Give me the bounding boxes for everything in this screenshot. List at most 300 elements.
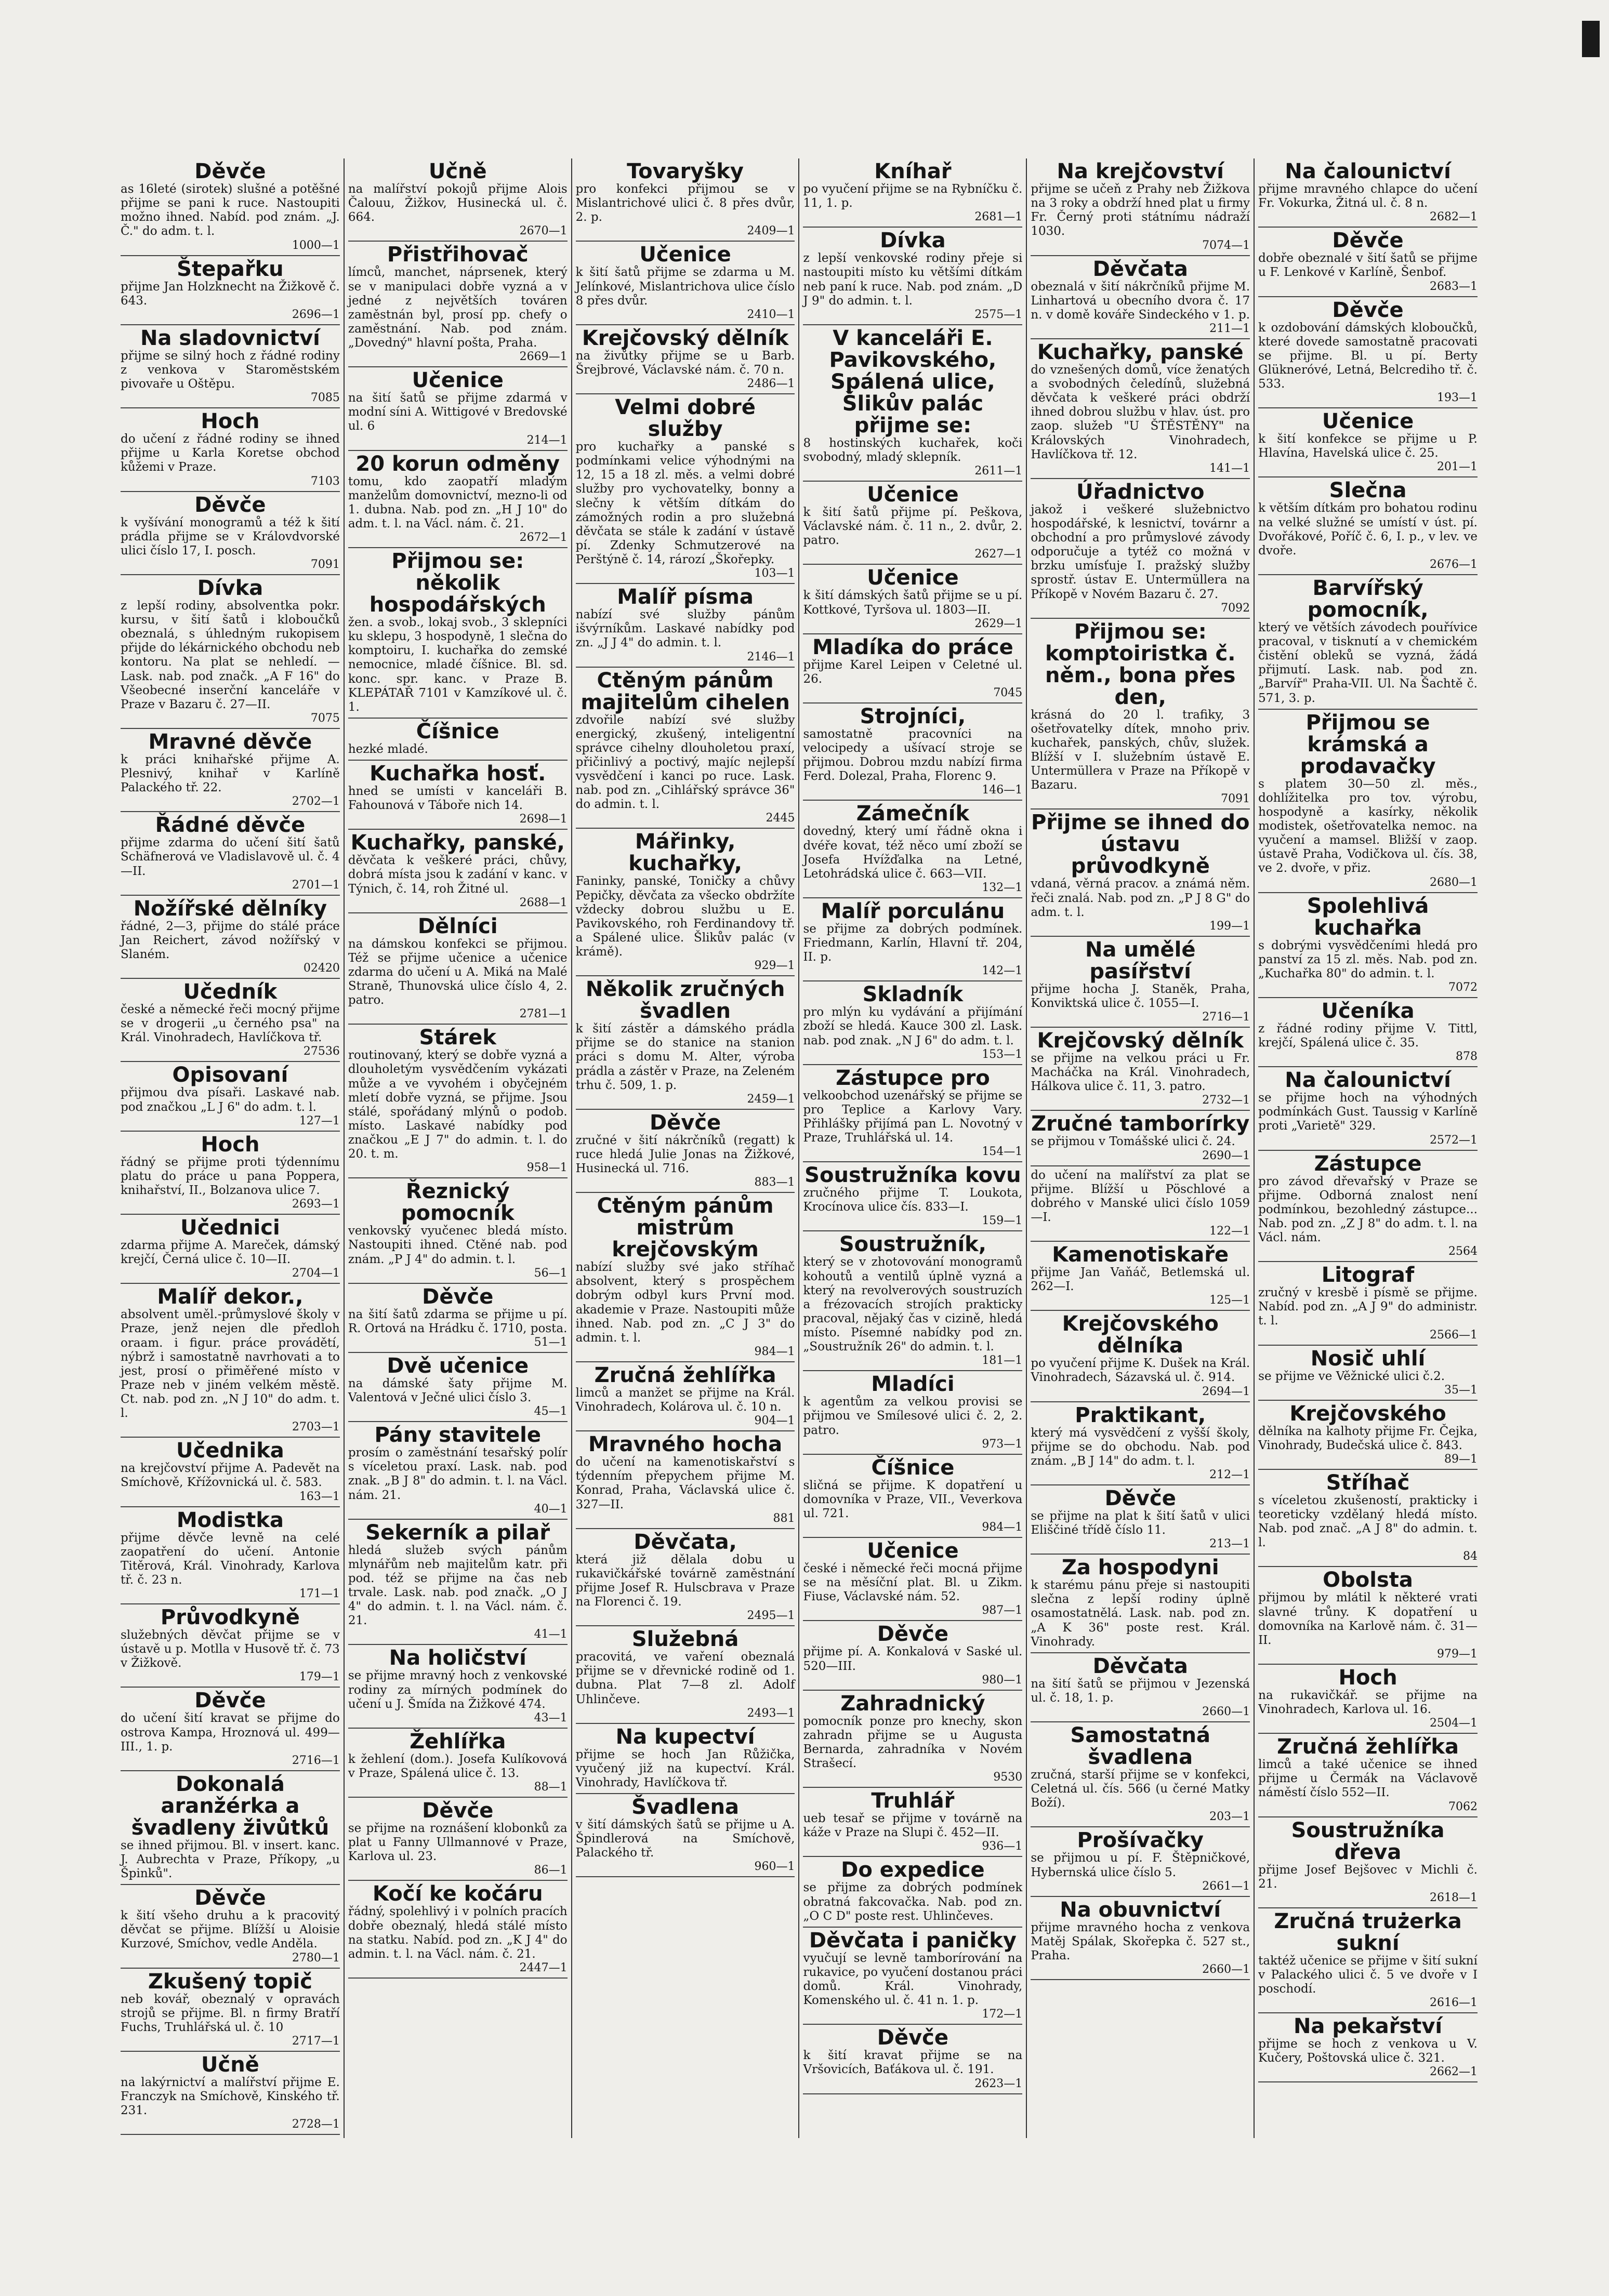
ad-heading: Švadlena bbox=[631, 1795, 739, 1819]
ad-heading: Hoch bbox=[1338, 1665, 1397, 1690]
ad-heading: Dívka bbox=[197, 576, 263, 600]
ad-code: 214—1 bbox=[526, 433, 568, 447]
ad-heading: Děvčata bbox=[1092, 257, 1188, 281]
ad-text: na dámské šaty přijme M. Valentová v Ječné ulici číslo 3. bbox=[348, 1376, 568, 1404]
ad-heading: Mravného hocha bbox=[588, 1432, 783, 1457]
ad-code: 27536 bbox=[303, 1045, 340, 1058]
ad-heading: Učenice bbox=[639, 243, 731, 267]
classified-ad bbox=[348, 1881, 568, 1979]
classified-ad bbox=[348, 367, 568, 450]
ad-code: 122—1 bbox=[1209, 1225, 1250, 1238]
ad-code: 2410—1 bbox=[747, 308, 795, 321]
ad-text: obeznalá v šití nákrčníků přijme M. Linhartová u obecního dvora č. 17 n. v domě kováře Sindeckého v 1. p. bbox=[1031, 280, 1250, 322]
classified-ad bbox=[803, 325, 1022, 482]
ad-code: 2703—1 bbox=[292, 1421, 340, 1434]
ad-code: 153—1 bbox=[982, 1047, 1023, 1061]
classified-ad bbox=[1031, 1653, 1250, 1722]
ad-text: přijme pí. A. Konkalová v Saské ul. 520—III. bbox=[803, 1645, 1023, 1673]
classified-columns bbox=[117, 158, 1481, 2138]
ad-text: přijme se silný hoch z řádné rodiny z venkova v Staroměstském pivovaře u Oštěpu. bbox=[121, 349, 340, 391]
classified-ad bbox=[348, 1520, 568, 1645]
ad-code: 56—1 bbox=[534, 1266, 568, 1280]
ad-heading: Barvířský pomocník, bbox=[1307, 576, 1429, 622]
ad-heading: Na kupectví bbox=[615, 1724, 755, 1749]
ad-code: 132—1 bbox=[982, 881, 1023, 894]
ad-text: do učení šití kravat se přijme do ostrova Kampa, Hroznová ul. 499—III., 1. p. bbox=[121, 1711, 340, 1754]
ad-heading: Krejčovského bbox=[1289, 1401, 1446, 1426]
ad-code: 7075 bbox=[310, 711, 340, 725]
ad-code: 2693—1 bbox=[292, 1198, 340, 1211]
ad-code: 2676—1 bbox=[1429, 558, 1478, 571]
classified-ad bbox=[576, 1794, 795, 1877]
classified-ad bbox=[1258, 1908, 1478, 2013]
ad-code: 7091 bbox=[310, 558, 340, 571]
classified-ad bbox=[1258, 575, 1478, 710]
classified-ad bbox=[1031, 619, 1250, 810]
ad-text: k vyšívání monogramů a též k šití prádla přijme se v Královdvorské ulici číslo 17, I. posch. bbox=[121, 515, 340, 558]
ad-code: 159—1 bbox=[982, 1214, 1023, 1228]
ad-text: přijmou by mlátil k některé vrati slavné trůny. K dopatření u domovníka na Karlově nám. č. 31—II. bbox=[1258, 1591, 1478, 1647]
classified-ad bbox=[803, 228, 1022, 325]
classified-ad bbox=[1258, 893, 1478, 998]
column-6 bbox=[1255, 158, 1481, 2138]
ad-text: k šití šatů přijme pí. Peškova, Václavské nám. č. 11 n., 2. dvůr, 2. patro. bbox=[803, 506, 1023, 548]
ad-text: se přijmou u pí. F. Štěpničkové, Hybernská ulice číslo 5. bbox=[1031, 1851, 1250, 1879]
ad-text: řádné, 2—3, přijme do stálé práce Jan Reichert, závod nožířský v Slaném. bbox=[121, 919, 340, 961]
ad-heading: Kuchařky, panské bbox=[1037, 340, 1244, 364]
ad-text: zručný v kresbě i písmě se přijme. Nabíd. pod zn. „A J 9" do administr. t. l. bbox=[1258, 1286, 1478, 1328]
ad-heading: Zástupce pro bbox=[836, 1066, 990, 1090]
ad-code: 2495—1 bbox=[747, 1609, 795, 1623]
ad-heading: Zástupce bbox=[1314, 1151, 1422, 1176]
ad-heading: Děvče bbox=[194, 1886, 266, 1910]
ad-heading: Na umělé pasířství bbox=[1085, 937, 1196, 984]
ad-code: 936—1 bbox=[982, 1840, 1023, 1853]
ad-text: nabízí své služby pánům išvýrníkům. Laskavé nabídky pod zn. „J J 4" do admin. t. l. bbox=[575, 608, 795, 650]
classified-ad bbox=[348, 719, 568, 761]
ad-heading: Dělníci bbox=[417, 914, 498, 938]
ad-text: po vyučení přijme se na Rybníčku č. 11, 1. p. bbox=[803, 182, 1023, 210]
ad-code: 211—1 bbox=[1209, 322, 1250, 335]
classified-ad bbox=[348, 1729, 568, 1798]
ad-text: Faninky, panské, Toničky a chůvy Pepičky, děvčata za všecko obdržíte vždecky dobrou službu u E. Pavikovského, roh Ferdinandovy tř. a Spálené ulice. Šlikův palác (v krámě). bbox=[575, 874, 795, 959]
ad-text: limců a také učenice se ihned přijme u Čermák na Václavově náměstí číslo 552—II. bbox=[1258, 1758, 1478, 1800]
ad-code: 2504—1 bbox=[1429, 1717, 1478, 1730]
ad-text: přijme mravného hocha z venkova Matěj Spálak, Skořepka č. 527 st., Praha. bbox=[1031, 1920, 1250, 1962]
ad-text: 8 hostinských kuchařek, koči svobodný, mladý sklepník. bbox=[803, 436, 1023, 464]
ad-text: jakož i veškeré služebnictvo hospodářské, k lesnictví, továrnr a obchodní a pro průmyslové závody odporučuje a tytéž co možná v brzku umísťuje I. pražský služby sprostř. ústav E. Untermüllera na Příkopě v Novém Bazaru č. 27. bbox=[1031, 502, 1250, 601]
ad-code: 2688—1 bbox=[519, 896, 568, 909]
ad-text: se přijme ve Věžnické ulici č.2. bbox=[1258, 1369, 1445, 1383]
ad-text: přijme Karel Leipen v Celetné ul. 26. bbox=[803, 658, 1023, 686]
ad-code: 2486—1 bbox=[747, 377, 795, 390]
ad-heading: Spolehlivá kuchařka bbox=[1307, 894, 1429, 940]
ad-code: 7085 bbox=[310, 391, 340, 405]
ad-text: na krejčovství přijme A. Padevět na Smíchově, Křížovnická ul. č. 583. bbox=[121, 1462, 340, 1490]
ad-heading: Řádné děvče bbox=[155, 813, 306, 838]
ad-code: 2716—1 bbox=[292, 1754, 340, 1767]
ad-text: přijme Josef Bejšovec v Michli č. 21. bbox=[1258, 1863, 1478, 1891]
ad-heading: Malíř písma bbox=[617, 585, 754, 609]
ad-text: z lepší rodiny, absolventka pokr. kursu, v šití šatů i kloboučků obeznalá, s úhledným rukopisem přijde do lékárnického obchodu neb kontoru. Na plat se nehledí. — Lask. nab. pod značk. „A F 16" do Všeobecné inserční kanceláře v Praze v Bazaru č. 27—II. bbox=[121, 599, 340, 711]
ad-heading: Ctěným pánům mistrům krejčovským bbox=[597, 1194, 774, 1262]
ad-text: se přijme za dobrých podmínek obratná fakcovačka. Nab. pod zn. „O C D" poste rest. Uhlinčeves. bbox=[803, 1881, 1023, 1923]
ad-text: pro mlýn ku vydávání a přijímání zboží se hledá. Kauce 300 zl. Lask. nab. pod znak. „N J 6" do adm. t. l. bbox=[803, 1005, 1023, 1047]
ad-text: přijme Jan Holzknecht na Žižkově č. 643. bbox=[121, 280, 340, 308]
ad-text: k šití šatů přijme se zdarma u M. Jelínkové, Mislantrichova ulice číslo 8 přes dvůr. bbox=[575, 266, 795, 308]
ad-text: na šití šatů se přijmou v Jezenská ul. č. 18, 1. p. bbox=[1031, 1677, 1250, 1705]
ad-heading: Soustružníka kovu bbox=[804, 1163, 1021, 1188]
classified-ad bbox=[803, 1538, 1022, 1621]
ad-heading: Hoch bbox=[201, 1132, 260, 1157]
ad-heading: Zručná žehlířka bbox=[594, 1363, 776, 1387]
ad-text: k žehlení (dom.). Josefa Kulíkovová v Praze, Spálená ulice č. 13. bbox=[348, 1752, 568, 1780]
ad-heading: Soustružníka dřeva bbox=[1291, 1818, 1445, 1864]
classified-ad bbox=[803, 1065, 1022, 1163]
ad-text: na šití šatů se přijme zdarmá v modní síni A. Wittigové v Bredovské ul. 6 bbox=[348, 391, 568, 433]
ad-code: 2701—1 bbox=[292, 878, 340, 892]
classified-ad bbox=[121, 408, 340, 492]
classified-ad bbox=[576, 1362, 795, 1431]
classified-ad bbox=[348, 242, 568, 367]
column-2 bbox=[345, 158, 572, 2138]
ad-heading: Stříhač bbox=[1326, 1470, 1410, 1495]
ad-heading: Stárek bbox=[419, 1026, 496, 1050]
ad-text: na živůtky přijme se u Barb. Šrejbrové, Václavské nám. č. 70 n. bbox=[575, 349, 795, 377]
classified-ad bbox=[803, 634, 1022, 704]
ad-text: taktéž učenice se přijme v šití sukní v Palackého ulici č. 5 ve dvoře v I poschodí. bbox=[1258, 1954, 1478, 1996]
ad-heading: Úřadnictvo bbox=[1076, 480, 1205, 504]
ad-heading: Opisovaní bbox=[172, 1063, 288, 1087]
ad-text: tomu, kdo zaopatří mladým manželům domovnictví, mezno-li od 1. dubna. Nab. pod zn. „H J 10" do adm. t. l. na Václ. nám. č. 21. bbox=[348, 474, 568, 530]
classified-ad bbox=[1031, 158, 1250, 256]
classified-ad bbox=[1031, 1311, 1250, 1402]
ad-text: české i německé řeči mocná přijme se na měsíční plat. Bl. u Zikm. Fiuse, Václavské nám. 52. bbox=[803, 1562, 1023, 1604]
ad-text: dělníka na kalhoty přijme Fr. Čejka, Vinohrady, Budečská ulice č. 843. bbox=[1258, 1424, 1478, 1452]
classified-ad bbox=[121, 1062, 340, 1131]
ad-text: který se v zhotovování monogramů kohoutů a ventilů úplně vyzná a který na revolverových soustruzích a frézovacích strojích prakticky pracoval, nějaký čas v cizině, hledá místo. Písemné nabídky pod zn. „Soustružník 26" do admin. t. l. bbox=[803, 1255, 1023, 1354]
ad-heading: Děvčata, bbox=[634, 1530, 737, 1554]
ad-code: 2618—1 bbox=[1429, 1891, 1478, 1904]
classified-ad bbox=[803, 482, 1022, 565]
ad-code: 2690—1 bbox=[1202, 1149, 1250, 1162]
ad-text: pro kuchařky a panské s podmínkami velice výhodnými na 12, 15 a 18 zl. měs. a velmi dobré služby pro vychovatelky, bonny a slečny k větším dítkám do zámožných rodin a pro služebná děvčata se stále k zadání v ústavě pí. Zdenky Schmutzerové na Perštýně č. 14, rározí „Škořepky. bbox=[575, 440, 795, 566]
ad-text: pro konfekci přijmou se v Mislantrichové ulici č. 8 přes dvůr, 2. p. bbox=[575, 182, 795, 224]
classified-ad bbox=[121, 256, 340, 325]
classified-ad bbox=[1258, 477, 1478, 575]
ad-code: 7092 bbox=[1221, 601, 1250, 615]
ad-heading: Přijmou se: několik hospodářských bbox=[369, 549, 546, 617]
classified-ad bbox=[348, 761, 568, 830]
ad-text: s dobrými vysvědčeními hledá pro panství za 15 zl. měs. Nab. pod zn. „Kuchařka 80" do admin. t. l. bbox=[1258, 938, 1478, 980]
ad-heading: Žehlířka bbox=[410, 1729, 506, 1754]
ad-text: na šití šatů zdarma se přijme u pí. R. Ortová na Hrádku č. 1710, posta. bbox=[348, 1307, 568, 1335]
ad-text: velkoobchod uzenářský se přijme se pro Teplice a Karlovy Vary. Přihlášky přijímá pan L. Novotný v Praze, Truhlářská ul. 14. bbox=[803, 1089, 1023, 1145]
classified-ad bbox=[1258, 1262, 1478, 1345]
ad-code: 212—1 bbox=[1209, 1468, 1250, 1481]
ad-heading: Děvče bbox=[649, 1110, 721, 1135]
ad-code: 2683—1 bbox=[1429, 280, 1478, 293]
ad-code: 9530 bbox=[993, 1771, 1023, 1784]
ad-heading: Hoch bbox=[201, 409, 260, 434]
classified-ad bbox=[1031, 1111, 1250, 1166]
ad-heading: Děvče bbox=[1332, 298, 1404, 322]
ad-code: 203—1 bbox=[1209, 1810, 1250, 1824]
ad-heading: Řeznický pomocník bbox=[401, 1179, 515, 1226]
ad-heading: Na obuvnictví bbox=[1060, 1897, 1221, 1922]
ad-text: se přijme hoch na výhodných podmínkách Gust. Taussig v Karlíně proti „Varietě" 329. bbox=[1258, 1091, 1478, 1133]
classified-ad bbox=[803, 158, 1022, 228]
ad-text: služebných děvčat přijme se v ústavě u p. Motlla v Husově tř. č. 73 v Žižkově. bbox=[121, 1628, 340, 1670]
ad-heading: Zručné tamborírky bbox=[1031, 1112, 1250, 1136]
ad-text: přijmou dva písaři. Laskavé nab. pod značkou „L J 6" do adm. t. l. bbox=[121, 1086, 340, 1114]
ad-text: dovedný, který umí řádně okna i dvéře kovat, též něco umí zboží se Josefa Hvížďalka na Letné, Letohrádská ulice č. 663—VII. bbox=[803, 825, 1023, 881]
classified-ad bbox=[803, 1691, 1022, 1788]
ad-code: 2566—1 bbox=[1429, 1328, 1478, 1342]
ad-heading: Děvčata i paničky bbox=[809, 1928, 1017, 1953]
ad-code: 2680—1 bbox=[1429, 875, 1478, 889]
ad-code: 45—1 bbox=[534, 1405, 568, 1418]
ad-heading: Děvče bbox=[1332, 229, 1404, 253]
ad-text: hledá služeb svých pánům mlynářům neb majitelům katr. při pod. též se přijme na čas neb trvale. Lask. nab. pod značk. „O J 4" do admin. t. l. na Václ. nám. č. 21. bbox=[348, 1543, 568, 1628]
ad-heading: Krejčovský dělník bbox=[582, 326, 789, 350]
classified-ad bbox=[1258, 1567, 1478, 1665]
ad-code: 43—1 bbox=[534, 1711, 568, 1724]
classified-ad bbox=[348, 913, 568, 1025]
ad-text: zdarma přijme A. Mareček, dámský krejčí, Černá ulice č. 10—II. bbox=[121, 1239, 340, 1267]
ad-code: 163—1 bbox=[299, 1490, 340, 1503]
classified-ad bbox=[1031, 1897, 1250, 1980]
ad-code: 973—1 bbox=[982, 1437, 1023, 1451]
ad-heading: Učenice bbox=[867, 1539, 959, 1563]
classified-ad bbox=[1258, 2013, 1478, 2082]
classified-ad bbox=[803, 981, 1022, 1065]
ad-code: 142—1 bbox=[982, 964, 1023, 978]
ad-heading: Kočí ke kočáru bbox=[372, 1882, 543, 1906]
classified-ad bbox=[348, 1422, 568, 1520]
classified-ad bbox=[121, 325, 340, 408]
column-1 bbox=[117, 158, 345, 2138]
ad-text: k práci knihařské přijme A. Plesnivý, knihař v Karlíně Palackého tř. 22. bbox=[121, 752, 340, 795]
classified-ad bbox=[803, 898, 1022, 981]
ad-heading: Na čalounictví bbox=[1285, 1068, 1451, 1093]
ad-code: 2670—1 bbox=[519, 224, 568, 238]
ad-text: k agentům za velkou provisi se přijmou ve Smílesové ulici č. 2, 2. patro. bbox=[803, 1395, 1023, 1437]
ad-heading: Děvče bbox=[1104, 1486, 1176, 1510]
ad-heading: Na pekařství bbox=[1293, 2014, 1443, 2039]
ad-text: v šití dámských šatů se přijme u A. Špindlerová na Smíchově, Palackého tř. bbox=[575, 1818, 795, 1860]
ad-text: na dámskou konfekci se přijmou. Též se přijme učenice a učenice zdarma do učení u A. Miká na Malé Straně, Thunovská ulice číslo 4, 2. patro. bbox=[348, 937, 568, 1007]
classified-ad bbox=[1258, 710, 1478, 893]
ad-code: 2682—1 bbox=[1429, 210, 1478, 224]
ad-text: prosím o zaměstnání tesařský polír s víceletou praxí. Lask. nab. pod znak. „B J 8" do admin. t. l. na Václ. nám. 21. bbox=[348, 1446, 568, 1502]
classified-ad bbox=[576, 158, 795, 242]
classified-ad bbox=[121, 1688, 340, 1771]
ad-text: která již dělala dobu u rukavičkářské továrně zaměstnání přijme Josef R. Hulscbrava v Praze na Florenci č. 19. bbox=[575, 1552, 795, 1609]
ad-heading: Číšnice bbox=[871, 1455, 955, 1480]
classified-ad bbox=[803, 565, 1022, 634]
ad-code: 84 bbox=[1462, 1550, 1478, 1563]
classified-ad bbox=[348, 1645, 568, 1728]
ad-heading: Prošívačky bbox=[1077, 1828, 1204, 1853]
ad-heading: V kanceláři E. Pavikovského, Spálená ulice, Šlikův palác přijme se: bbox=[829, 326, 997, 437]
ad-text: zručného přijme T. Loukota, Krocínova ulice čís. 833—I. bbox=[803, 1186, 1023, 1214]
ad-text: se přijme na plat k šití šatů v ulici Eliščiné třídě číslo 11. bbox=[1031, 1509, 1250, 1537]
ad-heading: Kuchařky, panské, bbox=[350, 831, 565, 855]
classified-ad bbox=[1258, 1401, 1478, 1470]
ad-text: s víceletou zkušeností, prakticky i teoreticky vzdělaný hledá místo. Nab. pod znač. „A J 8" do admin. t. l. bbox=[1258, 1493, 1478, 1550]
ad-heading: Děvče bbox=[877, 2026, 949, 2050]
ad-text: k šití dámských šatů přijme se u pí. Kottkové, Tyršova ul. 1803—II. bbox=[803, 589, 1023, 617]
ad-text: přijme děvče levně na celé zaopatření do učení. Antonie Titěrová, Král. Vinohrady, Karlova tř. č. 23 n. bbox=[121, 1531, 340, 1587]
classified-ad bbox=[121, 1771, 340, 1885]
ad-code: 2660—1 bbox=[1202, 1963, 1250, 1976]
classified-ad bbox=[576, 1110, 795, 1193]
ad-heading: Mravné děvče bbox=[148, 729, 312, 754]
classified-ad bbox=[121, 1284, 340, 1438]
ad-code: 2409—1 bbox=[747, 224, 795, 238]
ad-code: 2447—1 bbox=[519, 1961, 568, 1974]
classified-ad bbox=[348, 1284, 568, 1353]
ad-text: k ozdobování dámských kloboučků, které dovede samostatně pracovati se přijme. Bl. u pí. Berty Glükneróvé, Letná, Belcrediho tř. č. 533. bbox=[1258, 321, 1478, 391]
ad-heading: Modistka bbox=[176, 1508, 284, 1532]
ad-text: k větším dítkám pro bohatou rodinu na velké služné se umístí v úst. pí. Dvořákové, Poříč č. 6, I. p., v lev. ve dvoře. bbox=[1258, 501, 1478, 558]
ad-heading: Kuchařka hosť. bbox=[370, 762, 546, 786]
ad-text: k šití konfekce se přijme u P. Hlavína, Havelská ulice č. 25. bbox=[1258, 432, 1478, 460]
ad-heading: Číšnice bbox=[416, 719, 499, 744]
ad-text: krásná do 20 l. trafiky, 3 ošetřovatelky dítek, mnoho priv. kuchařek, panských, chův, služek. Blížší v I. služebním ústavě E. Untermüllera v Praze na Příkopě v Bazaru. bbox=[1031, 708, 1250, 792]
ad-code: 88—1 bbox=[534, 1781, 568, 1794]
classified-ad bbox=[1258, 998, 1478, 1067]
ad-code: 141—1 bbox=[1209, 461, 1250, 475]
ad-text: pomocník ponze pro knechy, skon zahradn přijme se u Augusta Bernarda, zahradníka v Novém Strašecí. bbox=[803, 1714, 1023, 1770]
classified-ad bbox=[1031, 1485, 1250, 1555]
ad-code: 958—1 bbox=[526, 1161, 568, 1175]
ad-text: vdaná, věrná pracov. a známá něm. řeči znalá. Nab. pod zn. „P J 8 G" do adm. t. l. bbox=[1031, 877, 1250, 919]
classified-ad bbox=[348, 548, 568, 719]
ad-code: 7074—1 bbox=[1202, 238, 1250, 252]
classified-ad bbox=[1258, 1734, 1478, 1817]
classified-ad bbox=[803, 1455, 1022, 1538]
ad-heading: Přistřihovač bbox=[387, 243, 529, 267]
ad-heading: Na krejčovství bbox=[1057, 160, 1224, 183]
classified-ad bbox=[576, 242, 795, 325]
classified-ad bbox=[121, 729, 340, 812]
ad-heading: Mladíka do práce bbox=[812, 635, 1013, 659]
ad-text: z řádné rodiny přijme V. Tittl, krejčí, Spálená ulice č. 35. bbox=[1258, 1021, 1478, 1050]
classified-ad bbox=[1031, 479, 1250, 619]
classified-ad bbox=[576, 325, 795, 394]
classified-ad bbox=[1258, 297, 1478, 409]
ad-heading: Dvě učenice bbox=[387, 1353, 529, 1378]
classified-ad bbox=[803, 2025, 1022, 2094]
classified-ad bbox=[121, 492, 340, 575]
ad-heading: Obolsta bbox=[1323, 1568, 1413, 1592]
classified-ad bbox=[1258, 1817, 1478, 1908]
ad-code: 7091 bbox=[1221, 792, 1250, 806]
ad-text: přijme mravného chlapce do učení Fr. Vokurka, Žitná ul. č. 8 n. bbox=[1258, 182, 1478, 210]
ad-heading: Učednika bbox=[176, 1439, 284, 1463]
ad-code: 89—1 bbox=[1444, 1452, 1478, 1466]
classified-ad bbox=[121, 1604, 340, 1688]
ad-heading: Učenice bbox=[412, 368, 504, 393]
ad-text: do vznešených domů, více ženatých a svobodných čeledínů, služebná děvčata k veškeré práci obdrží ihned dobrou službu v hlav. úst. pro zaop. služeb "U ŠTĚSTĚNY" na Královských Vinohradech, Havlíčkova tř. 12. bbox=[1031, 363, 1250, 461]
ad-heading: Kníhař bbox=[874, 160, 952, 183]
classified-ad bbox=[1031, 937, 1250, 1028]
ad-heading: Děvče bbox=[194, 160, 266, 183]
ad-heading: Kamenotiskaře bbox=[1052, 1243, 1229, 1267]
ad-heading: Učedník bbox=[183, 980, 278, 1004]
classified-ad bbox=[1258, 1470, 1478, 1568]
ad-text: hezké mladé. bbox=[348, 742, 428, 756]
ad-code: 51—1 bbox=[534, 1335, 568, 1349]
ad-text: se přijme na velkou práci u Fr. Macháčka na Král. Vinohradech, Hálkova ulice č. 11, 3. patro. bbox=[1031, 1052, 1250, 1094]
classified-ad bbox=[121, 1507, 340, 1605]
classified-ad bbox=[121, 979, 340, 1062]
ad-code: 2611—1 bbox=[974, 464, 1023, 477]
ad-code: 2698—1 bbox=[519, 813, 568, 826]
ad-code: 2781—1 bbox=[519, 1007, 568, 1021]
ad-code: 199—1 bbox=[1209, 919, 1250, 933]
classified-ad bbox=[348, 1025, 568, 1178]
ad-code: 979—1 bbox=[1436, 1647, 1478, 1661]
ad-text: přijme se hoch z venkova u V. Kučery, Poštovská ulice č. 321. bbox=[1258, 2037, 1478, 2065]
classified-ad bbox=[1031, 1555, 1250, 1653]
classified-ad bbox=[576, 1193, 795, 1362]
ad-code: 171—1 bbox=[299, 1587, 340, 1600]
ad-heading: Přijmou se krámská a prodavačky bbox=[1300, 710, 1436, 778]
ad-heading: Tovaryšky bbox=[627, 160, 744, 183]
ad-code: 2146—1 bbox=[747, 650, 795, 663]
ad-code: 2732—1 bbox=[1202, 1094, 1250, 1107]
classified-ad bbox=[1258, 1665, 1478, 1734]
column-4 bbox=[799, 158, 1027, 2138]
classified-ad bbox=[1258, 408, 1478, 477]
ad-heading: Na čalounictví bbox=[1285, 160, 1451, 183]
ad-code: 2445 bbox=[766, 812, 795, 825]
ad-heading: Děvče bbox=[194, 493, 266, 517]
ad-text: k starému pánu přeje si nastoupiti slečna z lepší rodiny úplně osamostatnělá. Lask. nab. pod zn. „A K 36" poste rest. Král. Vinohrady. bbox=[1031, 1578, 1250, 1649]
ad-heading: Služebná bbox=[631, 1627, 739, 1652]
classified-ad bbox=[1031, 1166, 1250, 1242]
ad-text: na lakýrnictví a malířství přijme E. Franczyk na Smíchově, Kinského tř. 231. bbox=[121, 2075, 340, 2118]
ad-code: 881 bbox=[773, 1511, 795, 1525]
ad-heading: Malíř dekor., bbox=[157, 1285, 304, 1309]
ad-text: neb kovář, obeznalý v opravách strojů se přijme. Bl. n firmy Bratří Fuchs, Truhlářská ul. č. 10 bbox=[121, 1992, 340, 2034]
classified-ad bbox=[803, 1788, 1022, 1857]
ad-heading: Nožířské dělníky bbox=[133, 896, 327, 921]
ad-code: 7045 bbox=[993, 686, 1023, 699]
classified-ad bbox=[121, 2052, 340, 2135]
ad-code: 2629—1 bbox=[974, 617, 1023, 630]
ad-text: se přijme za dobrých podmínek. Friedmann, Karlín, Hlavní tř. 204, II. p. bbox=[803, 922, 1023, 964]
ad-heading: Ctěným pánům majitelům cihelen bbox=[581, 668, 790, 714]
ad-text: přijme zdarma do učení šití šatů Schäfnerová ve Vladislavově ul. č. 4—II. bbox=[121, 836, 340, 878]
ad-code: 7103 bbox=[310, 474, 340, 488]
ad-code: 2575—1 bbox=[974, 308, 1023, 321]
classified-ad bbox=[121, 896, 340, 979]
classified-ad bbox=[576, 1529, 795, 1627]
ad-text: limců a manžet se přijme na Král. Vinohradech, Kolárova ul. č. 10 n. bbox=[575, 1386, 795, 1414]
ad-heading: Mladíci bbox=[871, 1372, 955, 1397]
ad-code: 984—1 bbox=[754, 1345, 795, 1358]
ad-code: 40—1 bbox=[534, 1502, 568, 1516]
ad-code: 1000—1 bbox=[292, 238, 340, 252]
ad-code: 2728—1 bbox=[292, 2118, 340, 2131]
classified-ad bbox=[1031, 1028, 1250, 1111]
ad-heading: Dívka bbox=[880, 229, 946, 253]
ad-code: 929—1 bbox=[754, 959, 795, 973]
